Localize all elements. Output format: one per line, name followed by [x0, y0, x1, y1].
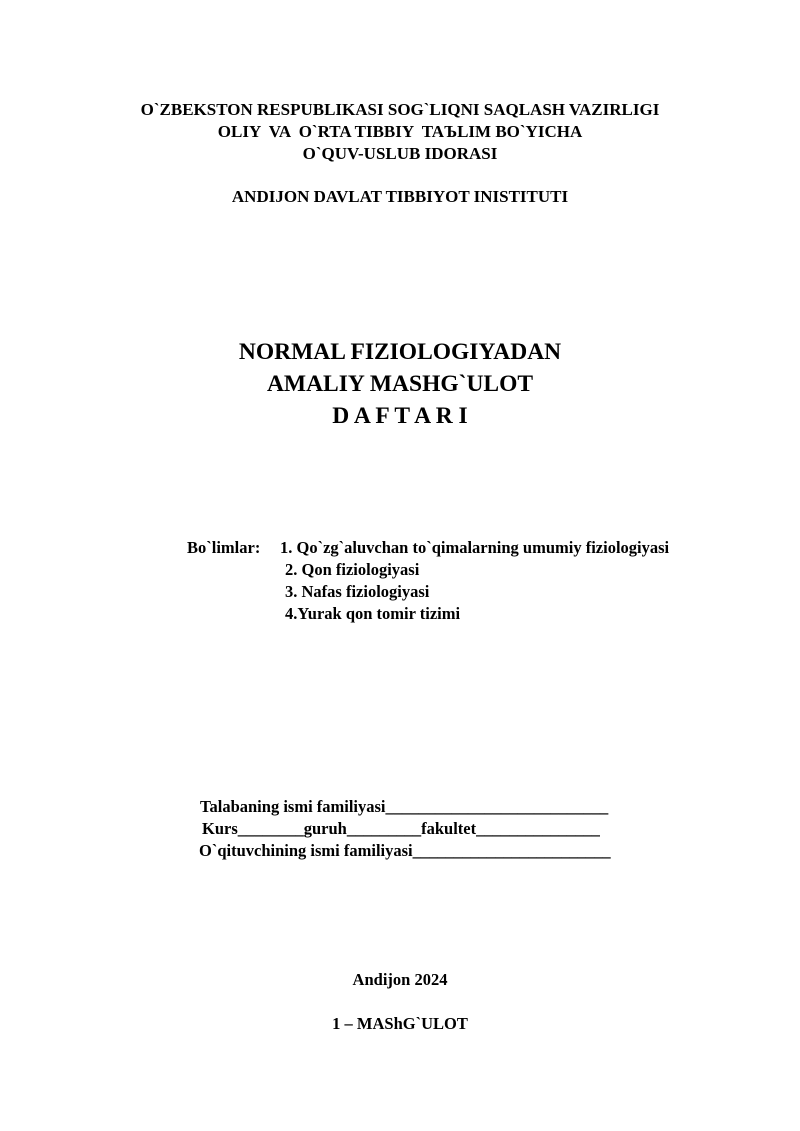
ministry-line-3: O`QUV-USLUB IDORASI	[302, 144, 498, 163]
section-item: 1. Qo`zg`aluvchan to`qimalarning umumiy fiziologiyasi	[280, 538, 670, 557]
title-line-3: D A F T A R I	[332, 403, 468, 429]
student-name-line: Talabaning ismi familiyasi___________________________	[200, 797, 609, 816]
teacher-name-line: O`qituvchining ismi familiyasi________________________	[199, 841, 611, 860]
place-year: Andijon 2024	[352, 970, 448, 989]
sections-label: Bo`limlar:	[187, 538, 261, 557]
institute-name: ANDIJON DAVLAT TIBBIYOT INISTITUTI	[231, 187, 569, 206]
lesson-heading: 1 – MAShG`ULOT	[332, 1014, 468, 1033]
title-line-1: NORMAL FIZIOLOGIYADAN	[238, 339, 562, 365]
ministry-line-1: O`ZBEKSTON RESPUBLIKASI SOG`LIQNI SAQLASH VAZIRLIGI	[140, 100, 660, 119]
section-item: 4.Yurak qon tomir tizimi	[285, 604, 461, 623]
course-group-faculty-line: Kurs________guruh_________fakultet_______________	[202, 819, 600, 838]
ministry-line-2: OLIY VA O`RTA TIBBIY TAЪLIM BO`YICHA	[217, 122, 583, 141]
section-item: 3. Nafas fiziologiyasi	[285, 582, 430, 601]
section-item: 2. Qon fiziologiyasi	[285, 560, 420, 579]
title-line-2: AMALIY MASHG`ULOT	[266, 371, 534, 397]
